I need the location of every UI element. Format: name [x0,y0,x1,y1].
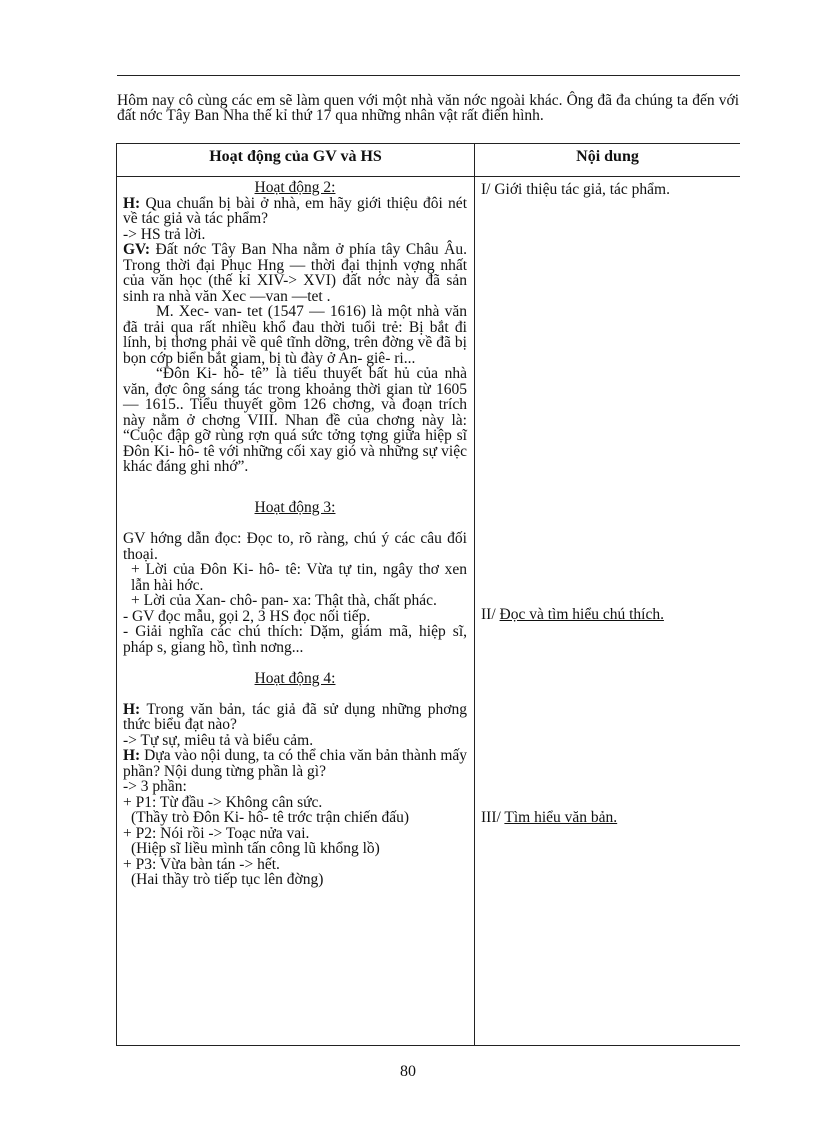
activity-4-question-2 [123,748,467,779]
sancho-voice: + Lời của Xan- chô- pan- xa: Thật thà, chất phác. [131,592,437,609]
question-label: H: [123,700,141,718]
item-text: Đọc và tìm hiểu chú thích. [499,606,664,623]
part-2: + P2: Nói rồi -> Toạc nửa vai. [123,824,310,842]
activity-4-answer-2: -> 3 phần: [123,778,187,795]
author-paragraph: M. Xec- van- tet (1547 — 1616) là một nhà văn đã trải qua rất nhiều khổ đau thời tuổi trẻ: Bị bắt đi lính, bị thơng phải về quê tĩnh dỡng, trên đờng về đã bị bọn cớp biển bắt giam, bị tù đày ở An- giê- ri... [123,303,467,367]
part-1-summary: (Thầy trò Đôn Ki- hô- tê trớc trận chiến đấu) [131,809,410,826]
item-text: Tìm hiểu văn bản. [504,809,618,826]
content-item-2 [481,607,664,623]
activity-2-question [123,196,467,227]
content-item-3 [481,810,617,826]
question-label: H: [123,747,141,764]
activity-4-question-1 [123,702,467,733]
novel-paragraph: “Đôn Ki- hô- tê” là tiểu thuyết bất hủ của nhà văn, đợc ông sáng tác trong khoảng thời gian từ 1605 — 1615.. Tiểu thuyết gồm 126 chơng, và đoạn trích này nằm ở chơng VIII. Nhan đề của chơng này là: “Cuộc đập gỡ rùng rợn quá sức tởng tợng giữa hiệp sĩ Đôn Ki- hô- tê với những cối xay gió và những sự việc khác đáng ghi nhớ”. [123,365,467,475]
activity-4-answer-1: -> Tự sự, miêu tả và biểu cảm. [123,731,314,749]
item-number: III/ [481,809,505,826]
question-text: Qua chuẩn bị bài ở nhà, em hãy giới thiệu đôi nét về tác giả và tác phẩm? [123,194,467,227]
question-text: Dựa vào nội dung, ta có thể chia văn bản thành mấy phần? Nội dung từng phần là gì? [123,747,467,780]
question-text: Trong văn bản, tác giả đã sử dụng những phơng thức biểu đạt nào? [123,700,467,733]
table-column-divider [474,143,475,1046]
activity-2-answer: -> HS trả lời. [123,225,206,243]
content-item-1: I/ Giới thiệu tác giả, tác phẩm. [481,181,670,198]
part-3-summary: (Hai thầy trò tiếp tục lên đờng) [131,871,324,888]
activity-2-heading: Hoạt động 2: [254,179,336,196]
activity-4-heading: Hoạt động 4: [254,669,336,687]
part-1: + P1: Từ đầu -> Không cân sức. [123,793,323,811]
header-activities: Hoạt động của GV và HS [209,148,382,165]
header-content: Nội dung [576,148,639,165]
table-header-divider [116,176,740,177]
activities-column [123,180,467,888]
part-3: + P3: Vừa bàn tán -> hết. [123,855,280,873]
teacher-label: GV: [123,241,150,258]
question-label: H: [123,194,141,212]
activity-3-heading: Hoạt động 3: [254,499,336,516]
don-quixote-voice: + Lời của Đôn Ki- hô- tê: Vừa tự tin, ngây thơ xen lẫn hài hớc. [131,561,467,594]
reading-guide: GV hớng dẫn đọc: Đọc to, rõ ràng, chú ý các câu đối thoại. [123,530,467,563]
teacher-text: Đất nớc Tây Ban Nha nằm ở phía tây Châu Âu. Trong thời đại Phục Hng — thời đại thịnh vợng nhất của văn học (thế kỉ XIV-> XVI) đất nớc này đã sản sinh ra nhà văn Xec —van —tet . [123,241,467,305]
top-rule [117,75,740,76]
intro-paragraph: Hôm nay cô cùng các em sẽ làm quen với một nhà văn nớc ngoài khác. Ông đã đa chúng ta đến với đất nớc Tây Ban Nha thế kỉ thứ 17 qua những nhân vật rất điển hình. [117,91,739,124]
part-2-summary: (Hiệp sĩ liều mình tấn công lũ khổng lồ) [131,840,380,857]
item-number: II/ [481,606,500,623]
model-reading: - GV đọc mẫu, gọi 2, 3 HS đọc nối tiếp. [123,607,371,625]
teacher-note [123,242,467,304]
page-number: 80 [400,1063,416,1080]
glossary-note: - Giải nghĩa các chú thích: Dặm, giám mã, hiệp sĩ, pháp s, giang hồ, tình nơng... [123,623,467,656]
